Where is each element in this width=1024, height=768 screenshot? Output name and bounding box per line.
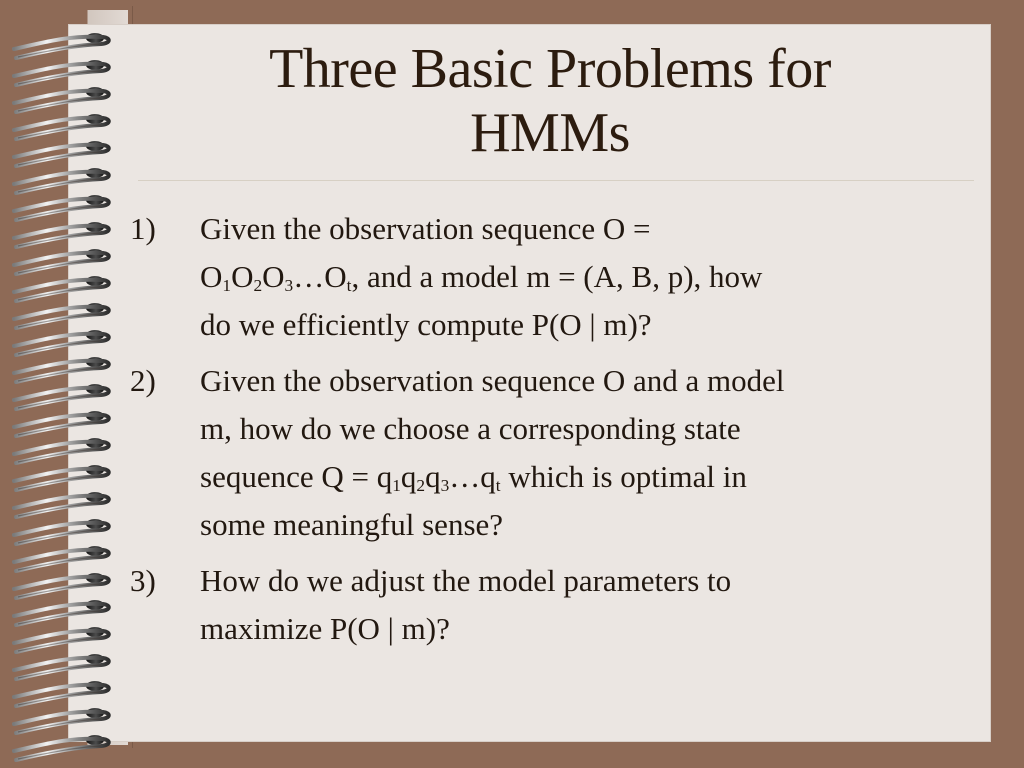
binding-coil-icon — [14, 573, 109, 598]
problem-3-line-2: maximize P(O | m)? — [200, 611, 450, 646]
problem-3-line-1: How do we adjust the model parameters to — [200, 563, 732, 598]
problem-2-line-3-tail: which is optimal in — [500, 459, 747, 494]
binding-coil-icon — [14, 465, 109, 490]
binding-coil-icon — [14, 627, 109, 652]
binding-coil-icon — [14, 357, 109, 382]
subscript-1: 1 — [392, 475, 401, 495]
symbol-q: q — [400, 459, 417, 494]
slide-title — [190, 37, 910, 165]
sequence-prefix: sequence Q = q — [200, 459, 393, 494]
binding-coil-icon — [14, 141, 109, 166]
binding-coil-icon — [14, 195, 109, 220]
binding-coil-icon — [14, 303, 109, 328]
subscript-3: 3 — [440, 475, 450, 495]
binding-coil-icon — [14, 33, 109, 58]
binding-coil-icon — [14, 249, 109, 274]
slide-title-line-2: HMMs — [470, 102, 630, 164]
list-item-number: 3) — [130, 563, 156, 598]
list-item-problem-1 — [128, 205, 958, 349]
binding-coil-icon — [14, 60, 109, 85]
binding-coil-icon — [14, 708, 109, 733]
binding-coil-icon — [14, 438, 109, 463]
problem-2-line-2: m, how do we choose a corresponding state — [200, 411, 741, 446]
binding-coil-icon — [14, 654, 109, 679]
subscript-t: t — [495, 475, 501, 495]
subscript-t: t — [346, 275, 352, 295]
ellipsis-and-symbol: …q — [449, 459, 496, 494]
slide-title-line-1: Three Basic Problems for — [269, 38, 831, 100]
problem-2-line-1: Given the observation sequence O and a model — [200, 363, 785, 398]
binding-coil-icon — [14, 411, 109, 436]
ellipsis-and-symbol: …O — [293, 259, 347, 294]
binding-coil-icon — [14, 276, 109, 301]
list-item-number: 2) — [130, 363, 156, 398]
binding-coil-icon — [14, 384, 109, 409]
spiral-binding-coils-icon — [0, 0, 132, 768]
list-item-text — [200, 205, 958, 349]
problem-list — [128, 205, 958, 661]
binding-coil-icon — [14, 546, 109, 571]
list-item-number: 1) — [130, 211, 156, 246]
binding-coil-icon — [14, 681, 109, 706]
binding-coil-icon — [14, 87, 109, 112]
subscript-2: 2 — [253, 275, 263, 295]
title-divider — [138, 180, 974, 181]
symbol-o: O — [262, 259, 285, 294]
binding-coil-icon — [14, 114, 109, 139]
symbol-o: O — [231, 259, 254, 294]
binding-coil-icon — [14, 519, 109, 544]
subscript-3: 3 — [284, 275, 294, 295]
problem-2-line-4: some meaningful sense? — [200, 507, 504, 542]
symbol-o: O — [200, 259, 223, 294]
problem-1-line-3: do we efficiently compute P(O | m)? — [200, 307, 652, 342]
binding-coil-icon — [14, 168, 109, 193]
problem-2-line-3 — [200, 453, 958, 501]
binding-coil-icon — [14, 330, 109, 355]
list-item-text — [200, 557, 958, 653]
list-item-text — [200, 357, 958, 549]
list-item-problem-2 — [128, 357, 958, 549]
binding-coil-icon — [14, 222, 109, 247]
subscript-1: 1 — [222, 275, 232, 295]
subscript-2: 2 — [416, 475, 426, 495]
binding-coil-icon — [14, 492, 109, 517]
binding-coil-icon — [14, 735, 109, 760]
symbol-q: q — [425, 459, 441, 494]
problem-1-line-2-tail: , and a model m = (A, B, p), how — [351, 259, 763, 294]
problem-1-line-1: Given the observation sequence O = — [200, 211, 651, 246]
binding-coil-icon — [14, 600, 109, 625]
list-item-problem-3 — [128, 557, 958, 653]
problem-1-line-2 — [200, 253, 958, 301]
